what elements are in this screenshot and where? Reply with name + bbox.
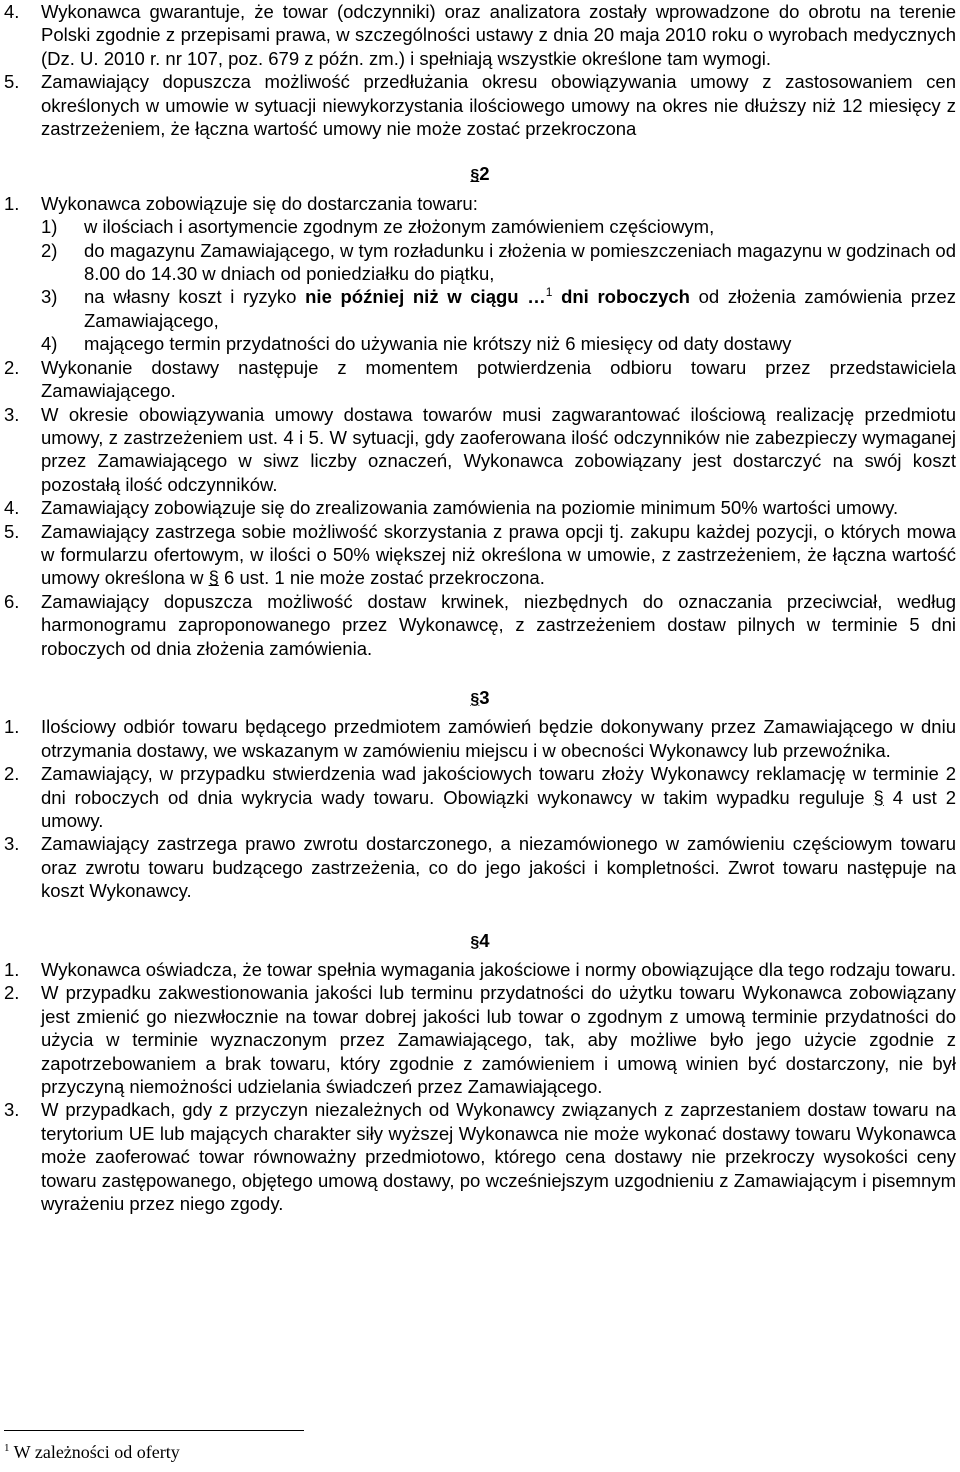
list-item	[4, 590, 956, 660]
sub-text: w ilościach i asortymencie zgodnym ze złożonym zamówieniem częściowym,	[84, 216, 715, 238]
item-number: 1.	[4, 716, 20, 738]
list-item	[4, 403, 956, 497]
section-4-list	[4, 958, 956, 1215]
top-list	[4, 0, 956, 140]
item-number: 4.	[4, 497, 20, 519]
item-number: 3.	[4, 1099, 20, 1121]
sub-item	[41, 285, 956, 332]
paragraph-sign: §	[873, 786, 884, 808]
item-number: 2.	[4, 356, 20, 378]
footnote-text: W zależności od oferty	[9, 1442, 180, 1462]
deadline-bold: dni roboczych	[552, 286, 690, 308]
footnote-mark: 1	[4, 1442, 10, 1454]
list-item	[4, 192, 956, 356]
section-2-list	[4, 192, 956, 660]
section-number: 2	[479, 163, 490, 185]
item-number: 3.	[4, 833, 20, 855]
item-ref: 4 ust 2 umowy.	[41, 786, 957, 831]
item-text: Zamawiający dopuszcza możliwość przedłużania okresu obowiązywania umowy z zastosowaniem cen określonych w umowie w sytuacji niewykorzystania ilościowego umowy na okres nie dłuższy niż 12 miesięcy z zastrzeżeniem, że łączna wartość umowy nie może zostać przekroczona	[41, 71, 956, 140]
item-text: Zamawiający dopuszcza możliwość dostaw krwinek, niezbędnych do oznaczania przeciwciał, według harmonogramu zaproponowanego przez Wykonawcę, z zastrzeżeniem dostaw pilnych w terminie 5 dni roboczych od dnia złożenia zamówienia.	[41, 590, 956, 659]
sub-number: 3)	[41, 286, 58, 308]
list-item	[4, 70, 956, 140]
sub-item	[41, 215, 956, 238]
section-number: 3	[479, 686, 490, 708]
list-item	[4, 762, 956, 832]
paragraph-sign: §	[470, 933, 480, 951]
sub-number: 1)	[41, 216, 58, 238]
item-text: Zamawiający, w przypadku stwierdzenia wad jakościowych towaru złoży Wykonawcy reklamację w terminie 2 dni roboczych od dnia wykrycia wady towaru. Obowiązki wykonawcy w takim wypadku reguluje	[41, 763, 956, 808]
item-number: 5.	[4, 71, 20, 93]
item-text: Wykonanie dostawy następuje z momentem potwierdzenia odbioru towaru przez przedstawiciela Zamawiającego.	[41, 356, 956, 402]
sub-text: od złożenia zamówienia przez Zamawiającego,	[84, 286, 956, 331]
item-number: 4.	[4, 1, 20, 22]
list-item	[4, 715, 956, 762]
section-heading-3	[0, 686, 960, 711]
item-number: 5.	[4, 520, 20, 542]
list-item	[4, 981, 956, 1098]
paragraph-sign: §	[208, 567, 219, 589]
item-number: 1.	[4, 192, 20, 214]
list-item	[4, 958, 956, 981]
list-item	[4, 496, 956, 519]
item-text: Wykonawca oświadcza, że towar spełnia wymagania jakościowe i normy obowiązujące dla tego rodzaju towaru.	[41, 959, 957, 981]
item-text: Zamawiający zastrzega prawo zwrotu dostarczonego, a niezamówionego w zamówieniu częściowym towaru oraz zwrotu towaru budzącego zastrzeżenia, co do jego jakości i kompletności. Zwrot towaru następuje na koszt Wykonawcy.	[41, 833, 956, 902]
section-heading-2	[0, 162, 960, 187]
list-item	[4, 0, 956, 70]
item-number: 1.	[4, 959, 20, 981]
item-text: W przypadkach, gdy z przyczyn niezależnych od Wykonawcy związanych z zaprzestaniem dostaw towaru na terytorium UE lub mających charakter siły wyższej Wykonawca nie może wykonać dostawy towaru Wykonawca może zaoferować towar równoważny przedmiotowo, którego cena dostawy nie przekroczy wysokości ceny towaru zastępowanego, objętego umową dostawy, po wcześniejszym uzgodnieniu z Zamawiającym i pisemnym wyrażeniu przez niego zgody.	[41, 1099, 956, 1215]
item-text: Wykonawca zobowiązuje się do dostarczania towaru:	[41, 192, 478, 214]
section-number: 4	[479, 929, 490, 951]
list-item	[4, 520, 956, 590]
list-item	[4, 356, 956, 403]
item-text: Wykonawca gwarantuje, że towar (odczynniki) oraz analizatora zostały wprowadzone do obrotu na terenie Polski zgodnie z przepisami prawa, w szczególności ustawy z dnia 20 maja 2010 roku o wyrobach medycznych (Dz. U. 2010 r. nr 107, poz. 679 z późn. zm.) i spełniają wszystkie określone tam wymogi.	[41, 1, 956, 69]
sub-text: do magazynu Zamawiającego, w tym rozładunku i złożenia w pomieszczeniach magazynu w godzinach od 8.00 do 14.30 w dniach od poniedziałku do piątku,	[84, 239, 957, 285]
footnote-divider	[4, 1430, 304, 1431]
item-text: Zamawiający zastrzega sobie możliwość skorzystania z prawa opcji tj. zakupu każdej pozycji, o których mowa w formularzu ofertowym, w ilości o 50% większej niż określona w umowie, z zastrzeżeniem, że łączna wartość umowy określona w	[41, 520, 956, 589]
item-text: W okresie obowiązywania umowy dostawa towarów musi zagwarantować ilościową realizację przedmiotu umowy, z zastrzeżeniem ust. 4 i 5. W sytuacji, gdy zaoferowana ilość odczynników nie zabezpieczy wymaganej przez Zamawiającego w siwz liczby oznaczeń, Wykonawca zobowiązany jest dostarczyć na swój koszt pozostałą ilość odczynników.	[41, 403, 956, 495]
sub-item	[41, 332, 956, 355]
section-3-list	[4, 715, 956, 902]
deadline-bold: nie później niż w ciągu …	[305, 286, 546, 308]
footnote	[4, 1441, 180, 1464]
list-item	[4, 832, 956, 902]
item-text: Ilościowy odbiór towaru będącego przedmiotem zamówień będzie dokonywany przez Zamawiającego w dniu otrzymania dostawy, we wskazanym w zamówieniu miejscu i w obecności Wykonawcy lub przewoźnika.	[41, 716, 956, 761]
sub-item	[41, 239, 956, 286]
sub-list	[41, 215, 956, 355]
item-text: Zamawiający zobowiązuje się do zrealizowania zamówienia na poziomie minimum 50% wartości umowy.	[41, 497, 899, 519]
item-number: 2.	[4, 982, 20, 1004]
sub-number: 4)	[41, 333, 58, 355]
paragraph-sign: §	[470, 167, 480, 185]
paragraph-sign: §	[470, 690, 480, 708]
item-number: 3.	[4, 403, 20, 425]
section-heading-4	[0, 929, 960, 954]
item-ref: 6 ust. 1	[224, 567, 285, 589]
item-text: W przypadku zakwestionowania jakości lub terminu przydatności do użytku towaru Wykonawca zobowiązany jest zmienić go niezwłocznie na towar dobrej jakości lub towar o zgodnym z umową terminie przydatności do użycia w terminie wyznaczonym przez Zamawiającego, tak, aby możliwe było jego użycie zgodnie z zapotrzebowaniem a brak towaru, który zgodnie z zamówieniem i umową winien być dostarczony, nie był przyczyną niemożności udzielania świadczeń przez Zamawiającego.	[41, 982, 956, 1098]
item-number: 2.	[4, 763, 20, 785]
item-text: nie może zostać przekroczona.	[284, 567, 545, 589]
sub-number: 2)	[41, 239, 58, 261]
item-number: 6.	[4, 590, 20, 612]
footnote-ref: 1	[545, 285, 553, 300]
sub-text: na własny koszt i ryzyko	[84, 286, 306, 308]
sub-text: mającego termin przydatności do używania nie krótszy niż 6 miesięcy od daty dostawy	[84, 333, 792, 355]
list-item	[4, 1098, 956, 1215]
